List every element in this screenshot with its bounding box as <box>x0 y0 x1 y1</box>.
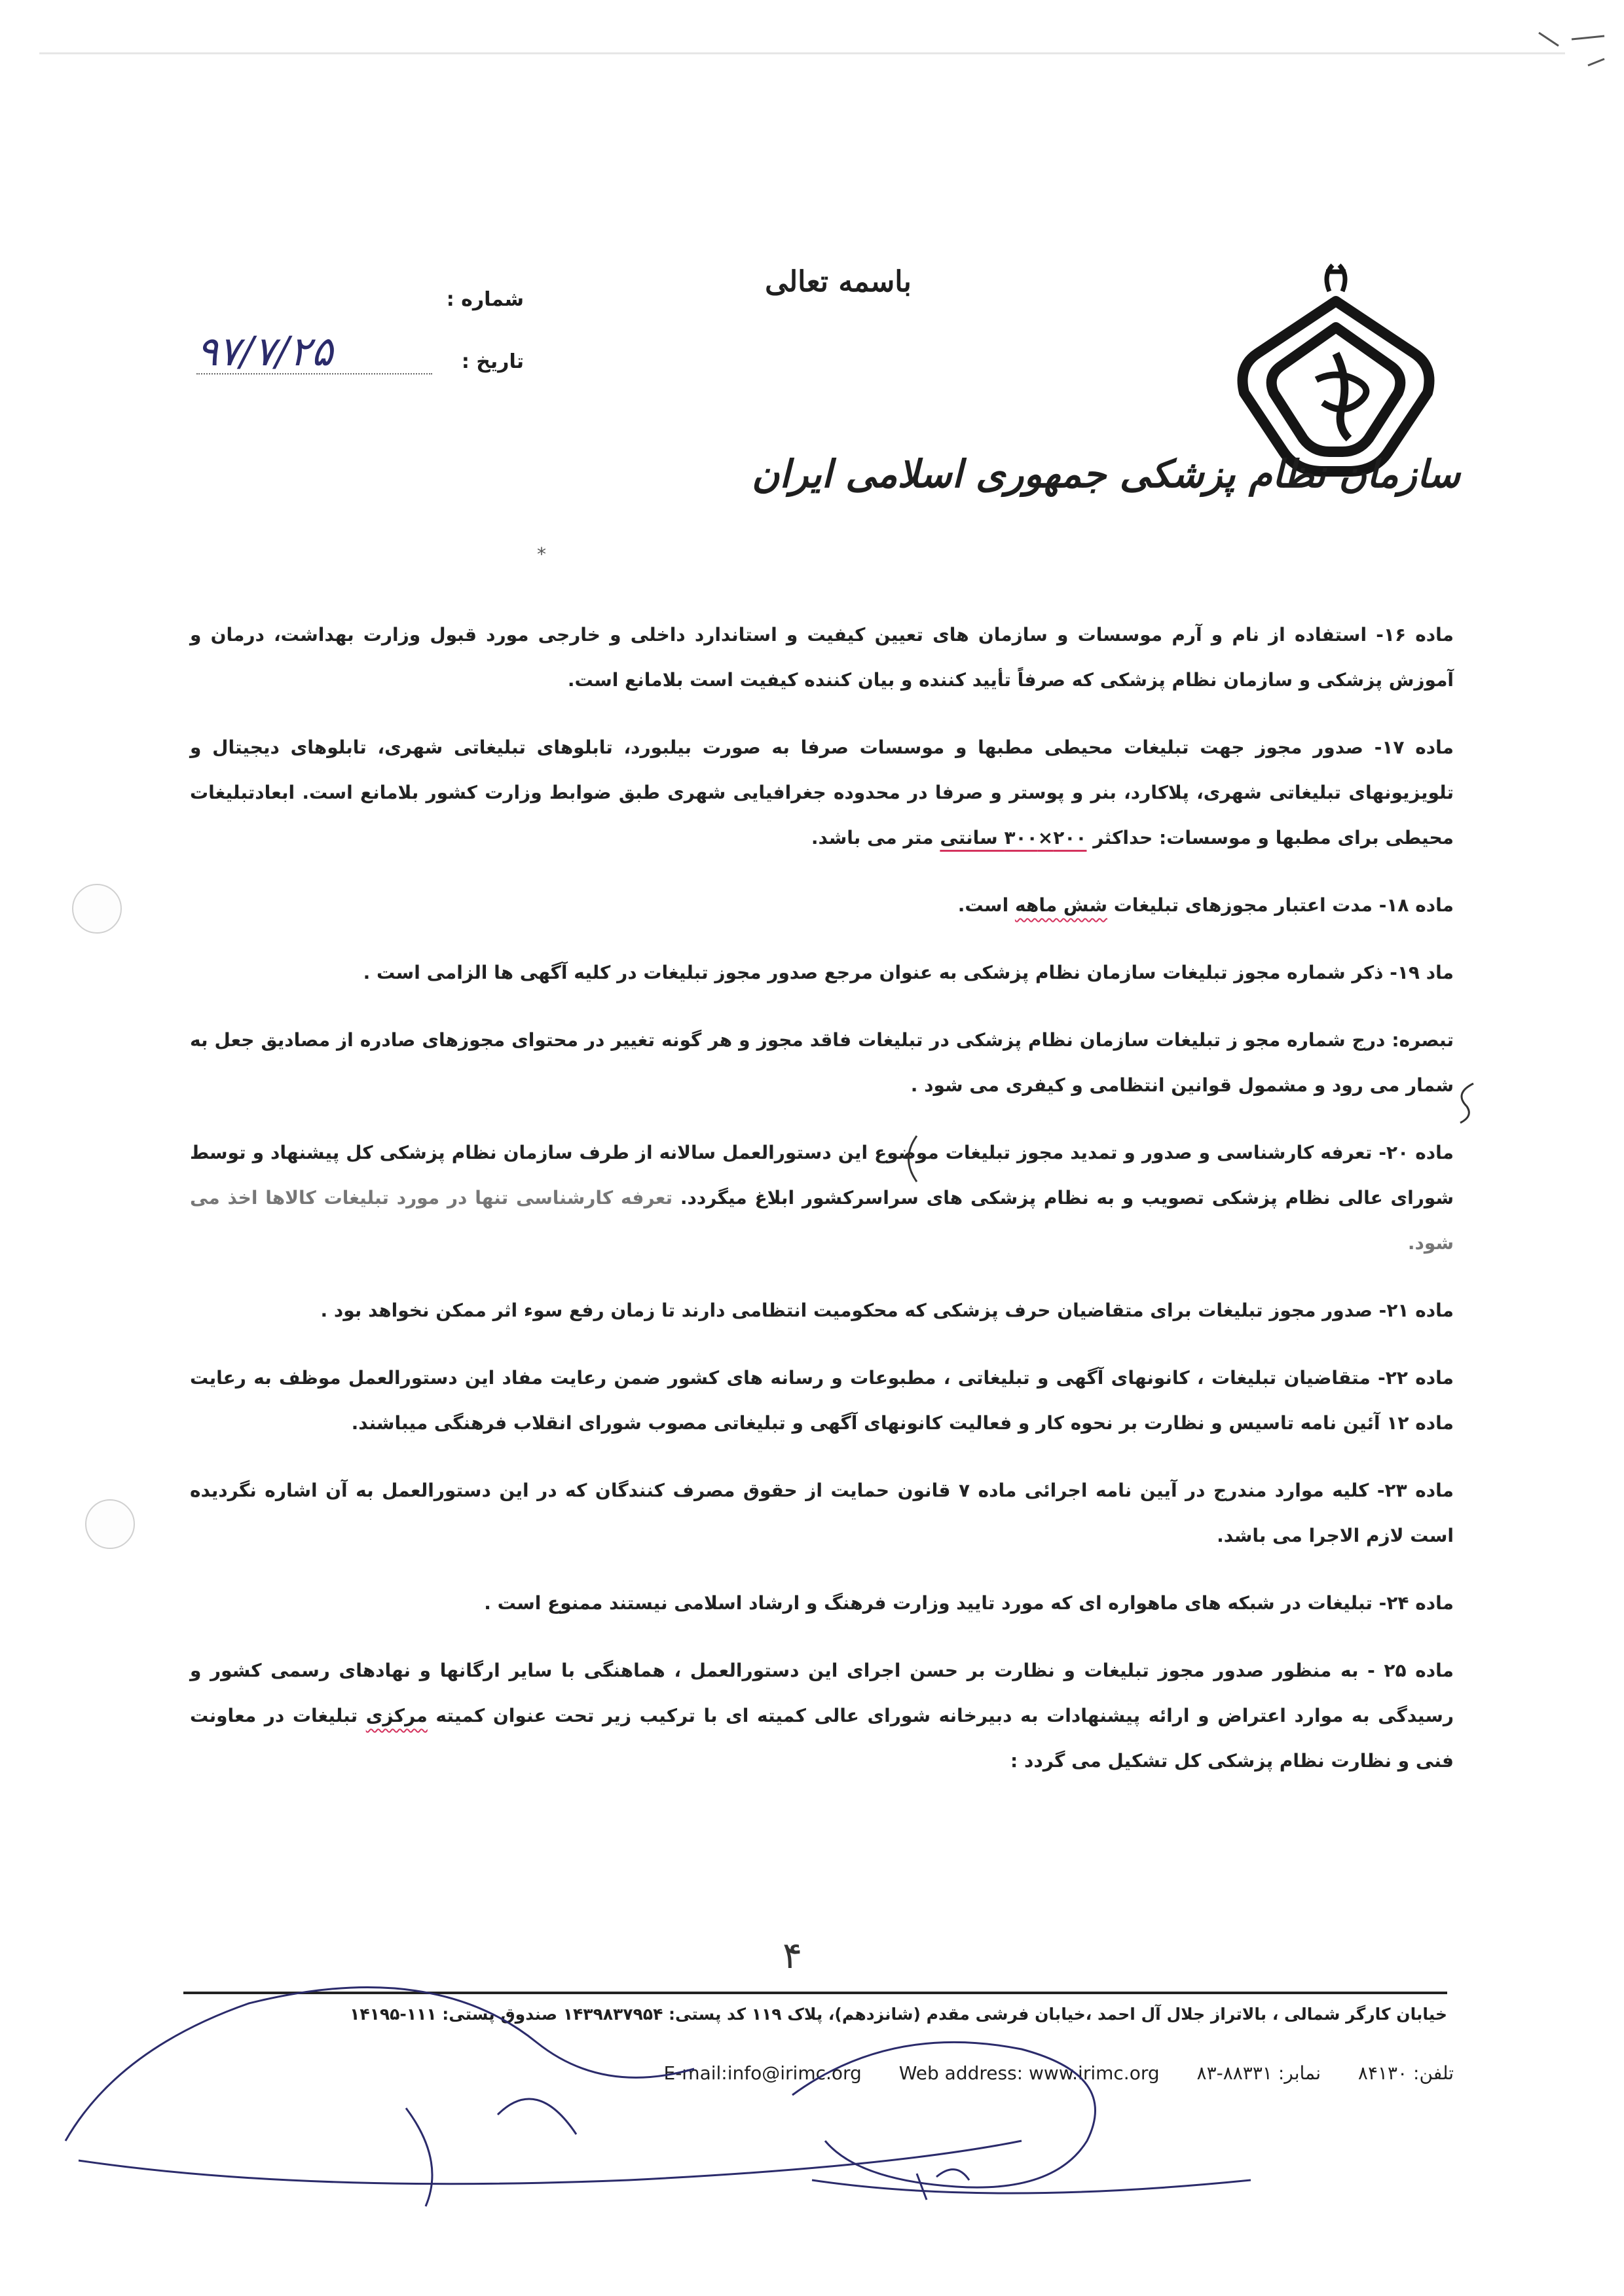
footer-web[interactable]: Web address: www.irimc.org <box>898 2062 1160 2084</box>
article-18-marked: شش ماهه <box>1014 894 1108 916</box>
articles-body <box>190 612 1454 1806</box>
article-17-end: متر می باشد. <box>811 827 940 848</box>
page-number: ۴ <box>782 1935 803 1977</box>
article-18-end: است. <box>957 894 1015 916</box>
article-16: ماده ۱۶- استفاده از نام و آرم موسسات و سازمان های تعیین کیفیت و استاندارد داخلی و خارجی مورد قبول وزارت بهداشت، درمان و آموزش پزشکی و سازمان نظام پزشکی که صرفاً تأیید کننده و بیان کننده کیفیت است بلامانع است. <box>190 624 1454 691</box>
article-20-faint: تعرفه کارشناسی تنها در مورد تبلیغات کالاها اخذ می شود. <box>190 1187 1454 1254</box>
article-21: ماده ۲۱- صدور مجوز تبلیغات برای متقاضیان حرف پزشکی که محکومیت انتظامی دارند تا زمان رفع سوء اثر ممکن نخواهد بود . <box>320 1300 1454 1321</box>
article-25-text: ماده ۲۵ - به منظور صدور مجوز تبلیغات و نظارت بر حسن اجرای این دستورالعمل ، هماهنگی با سایر ارگانها و نهادهای رسمی کشور و رسیدگی به موارد اعتراض و ارائه پیشنهادات به دبیرخانه شورای عالی کمیته ای با ترکیب زیر تحت عنوان کمیته <box>190 1660 1454 1726</box>
article-17-marked: ۲۰۰×۳۰۰ سانتی <box>940 827 1087 848</box>
article-25-end: تبلیغات در معاونت فنی و نظارت نظام پزشکی کل تشکیل می گردد : <box>190 1705 1454 1772</box>
organization-name: سازمان نظام پزشکی جمهوری اسلامی ایران <box>751 452 1460 496</box>
date-dotted-line <box>196 373 432 376</box>
medical-council-emblem-icon <box>1218 255 1454 478</box>
article-25-marked: مرکزی <box>365 1705 428 1726</box>
article-17 <box>190 725 1454 860</box>
footer-email[interactable]: E-mail:info@irimc.org <box>663 2062 862 2084</box>
margin-bracket-mark <box>1447 1080 1480 1126</box>
letter-heading: باسمه تعالی <box>765 265 912 299</box>
margin-paren-mark <box>897 1133 923 1185</box>
article-19: ماد ۱۹- ذکر شماره مجوز تبلیغات سازمان نظام پزشکی به عنوان مرجع صدور مجوز تبلیغات در کلیه آگهی ها الزامی است . <box>363 962 1454 983</box>
article-20 <box>190 1130 1454 1266</box>
letter-number-label: شماره : <box>446 288 524 311</box>
article-22: ماده ۲۲- متقاضیان تبلیغات ، کانونهای آگهی و تبلیغاتی ، مطبوعات و رسانه های کشور ضمن رعایت مفاد این دستورالعمل موظف به رعایت ماده ۱۲ آئین نامه تاسیس و نظارت بر نحوه کار و فعالیت کانونهای آگهی و تبلیغاتی مصوب شورای انقلاب فرهنگی میباشند. <box>190 1367 1454 1434</box>
footer-address: خیابان کارگر شمالی ، بالاتراز جلال آل احمد ،خیابان فرشی مقدم (شانزدهم)، پلاک ۱۱۹ کد پستی: ۱۴۳۹۸۳۷۹۵۴ صندوق پستی: ۱۱۱-۱۴۱۹۵ <box>350 2005 1447 2024</box>
scan-edge-line <box>39 52 1565 54</box>
letter-date-label: تاریخ : <box>461 350 524 373</box>
note-article-19: تبصره: درج شماره مجو ز تبلیغات سازمان نظام پزشکی در تبلیغات فاقد مجوز و هر گونه تغییر در محتوای مجوزهای صادره از مصادیق جعل به شمار می رود و مشمول قوانین انتظامی و کیفری می شود . <box>190 1029 1454 1096</box>
article-24: ماده ۲۴- تبلیغات در شبکه های ماهواره ای که مورد تایید وزارت فرهنگ و ارشاد اسلامی نیستند ممنوع است . <box>484 1592 1454 1614</box>
ink-speck: * <box>537 543 546 565</box>
letter-date-value: ۹۷/۷/۲۵ <box>196 327 333 375</box>
handwritten-signature <box>39 1944 1283 2219</box>
article-25 <box>190 1648 1454 1783</box>
footer-phone: تلفن: ۸۴۱۳۰ <box>1357 2062 1454 2084</box>
article-18-text: ماده ۱۸- مدت اعتبار مجوزهای تبلیغات <box>1107 894 1454 916</box>
footer-fax: نمابر: ۸۸۳۳۱-۸۳ <box>1196 2062 1321 2084</box>
punch-hole-top <box>72 884 122 934</box>
punch-hole-bottom <box>85 1499 135 1549</box>
margin-pen-mark <box>1532 20 1611 79</box>
article-17-text: ماده ۱۷- صدور مجوز جهت تبلیغات محیطی مطبها و موسسات صرفا به صورت بیلبورد، تابلوهای تبلیغاتی شهری، تابلوهای دیجیتال و تلویزیونهای تبلیغاتی شهری، پلاکارد، بنر و پوستر و صرفا در محدوده جغرافیایی شهری طبق ضوابط وزارت کشور بلامانع است. ابعادتبلیغات محیطی برای مطبها و موسسات: حداکثر <box>190 737 1454 848</box>
article-23: ماده ۲۳- کلیه موارد مندرج در آیین نامه اجرائی ماده ۷ قانون حمایت از حقوق مصرف کنندگان که در این دستورالعمل به آن اشاره نگردیده است لازم الاجرا می باشد. <box>190 1480 1454 1546</box>
article-18 <box>190 883 1454 928</box>
article-20-text: ماده ۲۰- تعرفه کارشناسی و صدور و تمدید مجوز تبلیغات موضوع این دستورالعمل سالانه از طرف سازمان نظام پزشکی کل پیشنهاد و توسط شورای عالی نظام پزشکی تصویب و به نظام پزشکی های سراسرکشور ابلاغ میگردد. <box>190 1142 1454 1209</box>
